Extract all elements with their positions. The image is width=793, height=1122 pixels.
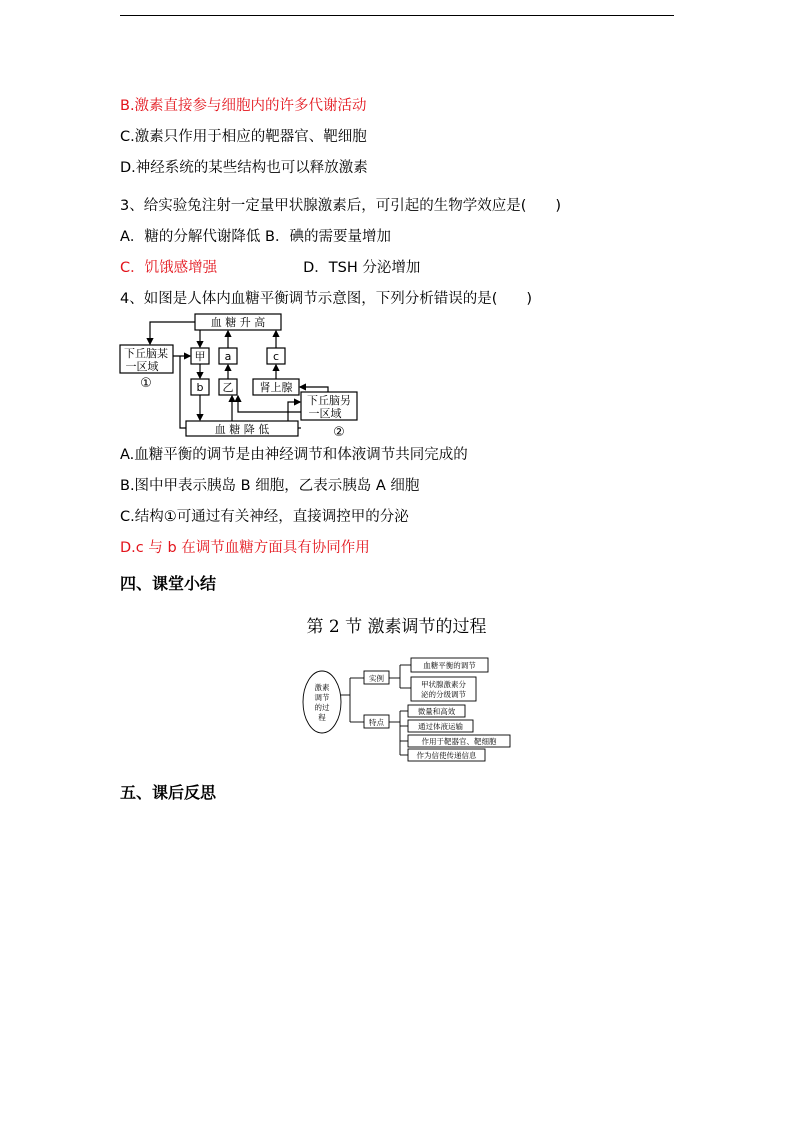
label-hypothalamus-1b: 一区域: [125, 360, 159, 373]
label-hypothalamus-2a: 下丘脑另: [307, 394, 351, 407]
q4-option-c: C.结构①可通过有关神经，直接调控甲的分泌: [120, 509, 409, 525]
label-a: a: [224, 350, 232, 363]
branch-1-label: 实例: [369, 674, 384, 683]
concept-map: [300, 650, 520, 768]
q4-stem: 4、如图是人体内血糖平衡调节示意图，下列分析错误的是( ): [120, 291, 533, 307]
label-blood-sugar-low: 血 糖 降 低: [214, 423, 270, 436]
marker-1: ①: [140, 376, 152, 391]
leaf-2-label-b: 泌的分级调节: [421, 690, 466, 699]
q3-option-d: D．TSH 分泌增加: [303, 260, 421, 276]
q4-option-a: A.血糖平衡的调节是由神经调节和体液调节共同完成的: [120, 447, 468, 463]
q3-option-b: B．碘的需要量增加: [265, 229, 391, 245]
q2-option-b: B.激素直接参与细胞内的许多代谢活动: [120, 98, 367, 114]
q3-options-ab: [120, 227, 391, 247]
leaf-3-label: 微量和高效: [417, 707, 456, 716]
leaf-1-label: 血糖平衡的调节: [423, 661, 476, 670]
branch-2-label: 特点: [369, 718, 384, 727]
root-line-1: 激素: [314, 683, 330, 692]
blood-sugar-diagram: [118, 312, 368, 440]
label-c: c: [272, 350, 280, 363]
heading-reflection: 五、课后反思: [120, 783, 217, 802]
leaf-5-label: 作用于靶器官、靶细胞: [421, 737, 497, 746]
q2-option-c: C.激素只作用于相应的靶器官、靶细胞: [120, 129, 367, 145]
q2-option-d: D.神经系统的某些结构也可以释放激素: [120, 160, 368, 176]
q4-option-b: B.图中甲表示胰岛 B 细胞，乙表示胰岛 A 细胞: [120, 478, 420, 494]
label-adrenal: 肾上腺: [259, 381, 293, 394]
q3-options-cd: [120, 258, 420, 278]
label-b: b: [196, 381, 204, 394]
root-line-4: 程: [318, 713, 326, 722]
q3-option-a: A．糖的分解代谢降低: [120, 229, 261, 245]
root-ellipse: [303, 671, 341, 733]
marker-2: ②: [333, 425, 345, 440]
root-line-2: 调节: [314, 693, 330, 702]
leaf-2-label-a: 甲状腺激素分: [421, 680, 466, 689]
heading-summary: 四、课堂小结: [120, 574, 217, 593]
leaf-4-label: 通过体液运输: [418, 722, 463, 731]
label-blood-sugar-high: 血 糖 升 高: [210, 316, 266, 329]
header-rule: [120, 15, 674, 16]
q3-option-c: C．饥饿感增强: [120, 260, 218, 276]
leaf-6-label: 作为信使传递信息: [416, 751, 477, 760]
label-jia: 甲: [194, 350, 206, 363]
q4-option-d: D.c 与 b 在调节血糖方面具有协同作用: [120, 540, 370, 556]
summary-title: 第 2 节 激素调节的过程: [306, 617, 487, 637]
root-line-3: 的过: [314, 703, 330, 712]
q3-stem: 3、给实验兔注射一定量甲状腺激素后，可引起的生物学效应是( ): [120, 198, 562, 214]
label-hypothalamus-1a: 下丘脑某: [124, 347, 168, 360]
label-hypothalamus-2b: 一区域: [308, 407, 342, 420]
label-yi: 乙: [222, 381, 234, 394]
